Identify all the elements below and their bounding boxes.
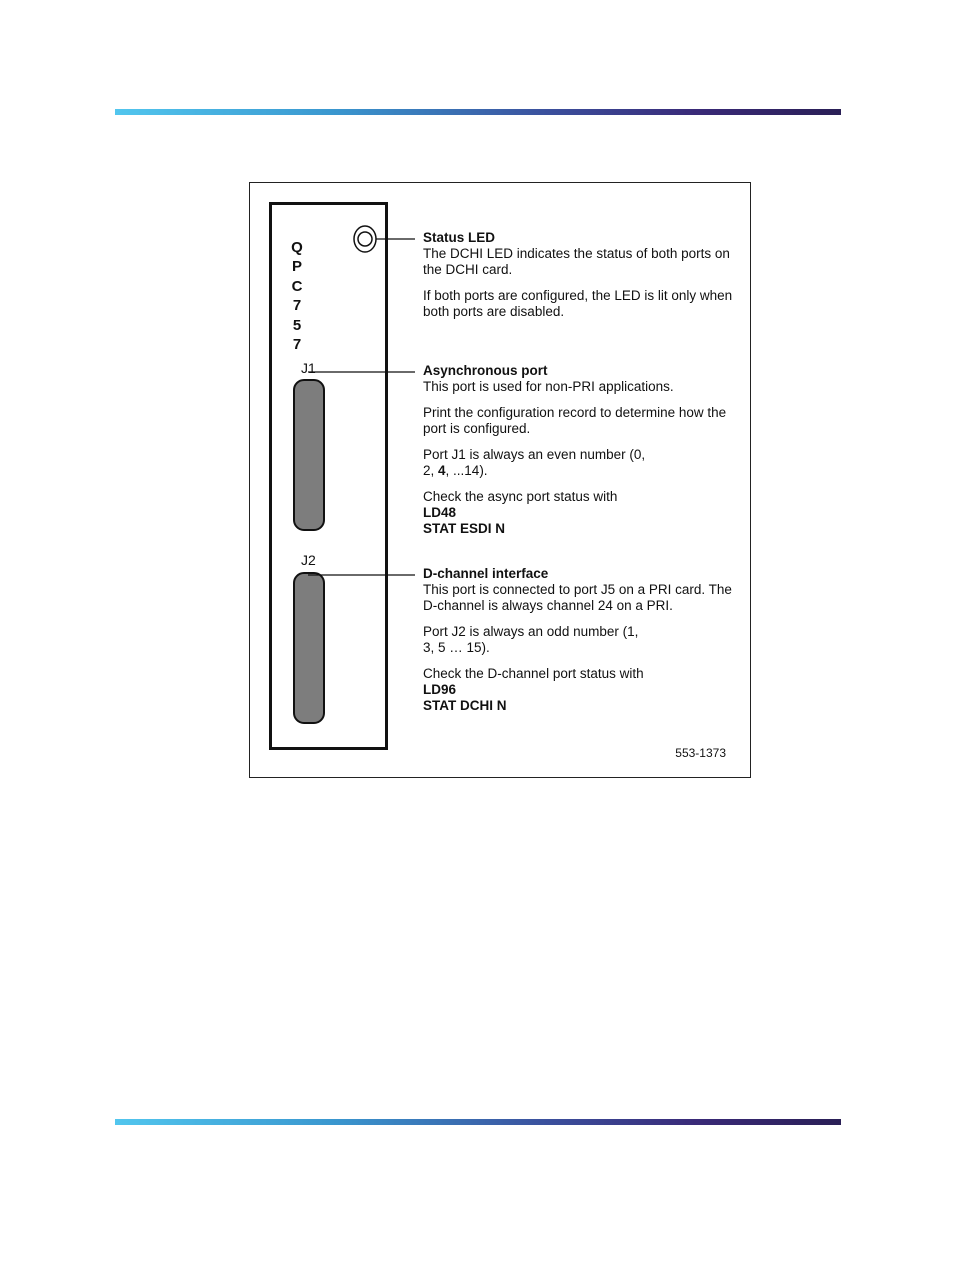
- dchannel-text-1: This port is connected to port J5 on a PRI card. The D-channel is always channel 24 on a PRI.: [423, 582, 732, 613]
- footer-rule: [115, 1119, 841, 1125]
- async-port-text-3b: 4: [438, 463, 446, 478]
- callout-dchannel: [423, 566, 745, 724]
- async-port-text-3c: , ...14).: [445, 463, 488, 478]
- status-led-icon: [354, 226, 376, 252]
- card-letter-6: 7: [292, 336, 302, 353]
- async-port-title: Asynchronous port: [423, 363, 548, 378]
- async-port-text-1: This port is used for non-PRI applications.: [423, 379, 674, 394]
- async-port-command-1: LD48: [423, 505, 457, 520]
- callout-status-led: [423, 230, 743, 330]
- callout-async-port: [423, 363, 743, 547]
- async-port-text-4: Check the async port status with: [423, 489, 618, 504]
- async-port-text-3a: Port J1 is always an even number (0, 2,: [423, 447, 646, 478]
- card-letter-2: P: [291, 258, 302, 275]
- dchannel-text-2: Port J2 is always an odd number (1, 3, 5 … 15).: [423, 624, 639, 655]
- status-led-text-1: The DCHI LED indicates the status of both ports on the DCHI card.: [423, 246, 730, 277]
- port-j1-label: J1: [301, 360, 316, 376]
- async-port-command-2: STAT ESDI N: [423, 521, 506, 536]
- port-j2-label: J2: [301, 552, 316, 568]
- card-letter-3: C: [291, 278, 303, 295]
- figure-id: 553-1373: [675, 746, 726, 760]
- dchannel-command-2: STAT DCHI N: [423, 698, 507, 713]
- status-led-title: Status LED: [423, 230, 496, 245]
- async-port-text-2: Print the configuration record to determine how the port is configured.: [423, 405, 727, 436]
- card-letter-4: 7: [292, 297, 302, 314]
- card-letter-1: Q: [291, 239, 303, 256]
- dchannel-text-3: Check the D-channel port status with: [423, 666, 644, 681]
- dchannel-command-1: LD96: [423, 682, 457, 697]
- figure-frame: [249, 182, 751, 778]
- dchannel-title: D-channel interface: [423, 566, 549, 581]
- header-rule: [115, 109, 841, 115]
- card-letter-5: 5: [292, 317, 302, 334]
- status-led-text-2: If both ports are configured, the LED is lit only when both ports are disabled.: [423, 288, 733, 319]
